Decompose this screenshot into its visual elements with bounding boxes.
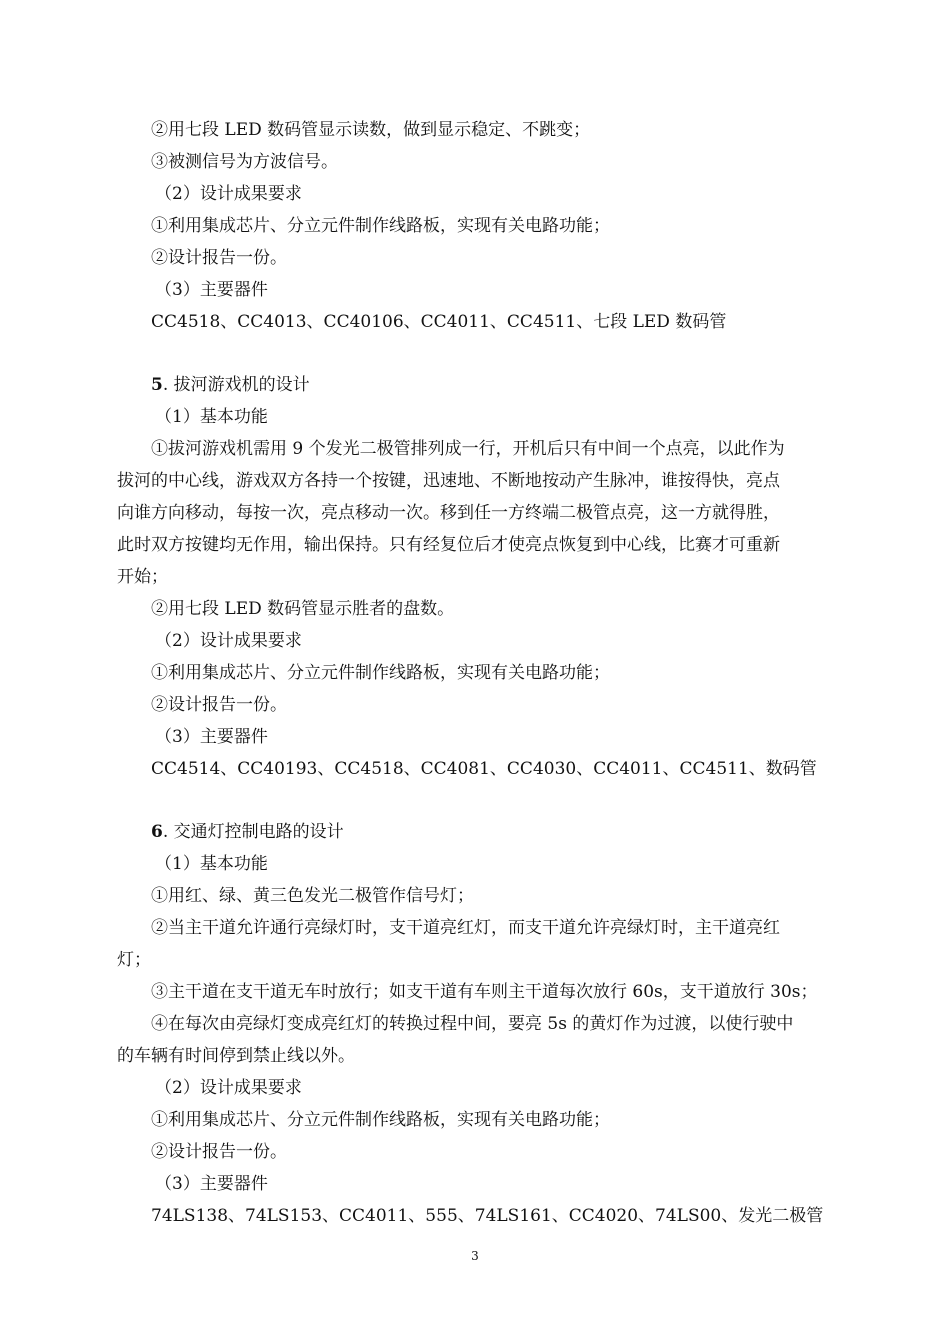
results-heading: （2）设计成果要求 [155,184,302,204]
page-number: 3 [471,1249,479,1263]
function-item: ②用七段 LED 数码管显示胜者的盘数。 [151,599,455,619]
requirement-signal: ③被测信号为方波信号。 [151,152,338,172]
function-heading: （1）基本功能 [155,854,268,874]
result-item: ②设计报告一份。 [151,1142,287,1162]
parts-heading: （3）主要器件 [155,280,268,300]
section-number: 6 [151,822,163,842]
parts-heading: （3）主要器件 [155,727,268,747]
parts-list: CC4518、CC4013、CC40106、CC4011、CC4511、七段 LED 数码管 [151,312,727,332]
function-item: ①用红、绿、黄三色发光二极管作信号灯； [151,886,474,906]
paragraph-line: 开始； [117,567,168,587]
parts-heading: （3）主要器件 [155,1174,268,1194]
section-title: . 交通灯控制电路的设计 [162,822,344,842]
parts-list: CC4514、CC40193、CC4518、CC4081、CC4030、CC4011、CC4511、数码管 [151,759,817,779]
results-heading: （2）设计成果要求 [155,631,302,651]
function-heading: （1）基本功能 [155,407,268,427]
result-item: ①利用集成芯片、分立元件制作线路板，实现有关电路功能； [151,1110,610,1130]
section-6-heading [151,816,344,848]
result-item: ①利用集成芯片、分立元件制作线路板，实现有关电路功能； [151,216,610,236]
paragraph-line: 的车辆有时间停到禁止线以外。 [117,1046,355,1066]
paragraph-line: ④在每次由亮绿灯变成亮红灯的转换过程中间，要亮 5s 的黄灯作为过渡，以使行驶中 [151,1014,794,1034]
result-item: ②设计报告一份。 [151,695,287,715]
paragraph-line: 拔河的中心线，游戏双方各持一个按键，迅速地、不断地按动产生脉冲，谁按得快，亮点 [117,471,780,491]
result-item: ①利用集成芯片、分立元件制作线路板，实现有关电路功能； [151,663,610,683]
paragraph-line: 此时双方按键均无作用，输出保持。只有经复位后才使亮点恢复到中心线，比赛才可重新 [117,535,780,555]
section-number: 5 [151,375,163,395]
function-item: ③主干道在支干道无车时放行；如支干道有车则主干道每次放行 60s，支干道放行 30s； [151,982,818,1002]
parts-list: 74LS138、74LS153、CC4011、555、74LS161、CC4020、74LS00、发光二极管 [151,1206,824,1226]
section-title: . 拔河游戏机的设计 [162,375,310,395]
paragraph-line: ①拔河游戏机需用 9 个发光二极管排列成一行，开机后只有中间一个点亮，以此作为 [151,439,785,459]
requirement-display: ②用七段 LED 数码管显示读数，做到显示稳定、不跳变； [151,120,591,140]
paragraph-line: ②当主干道允许通行亮绿灯时，支干道亮红灯，而支干道允许亮绿灯时，主干道亮红 [151,918,780,938]
paragraph-line: 向谁方向移动，每按一次，亮点移动一次。移到任一方终端二极管点亮，这一方就得胜， [117,503,780,523]
section-5-heading [151,369,310,401]
results-heading: （2）设计成果要求 [155,1078,302,1098]
paragraph-line: 灯； [117,950,151,970]
result-item: ②设计报告一份。 [151,248,287,268]
